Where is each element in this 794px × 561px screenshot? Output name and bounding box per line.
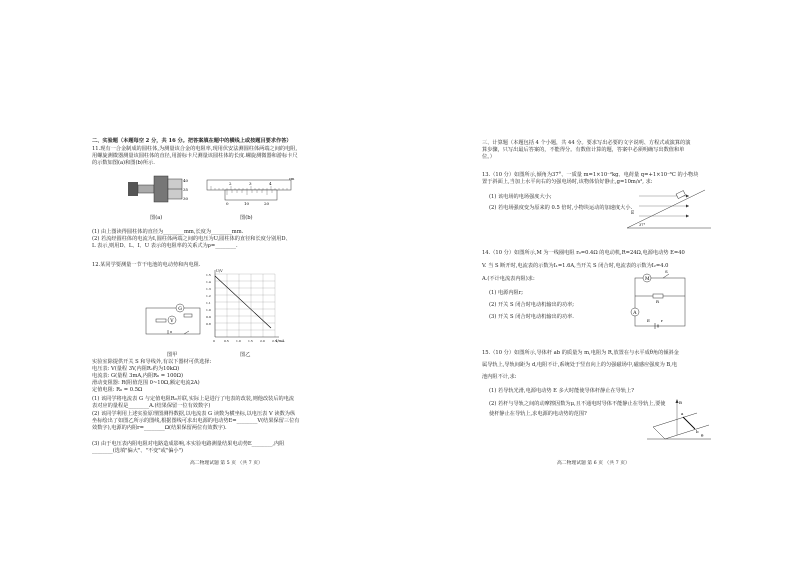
graph-y-tick: 0.8: [206, 322, 211, 326]
q11-intro-2: 用螺旋测微器测量该圆柱体的直径,用游标卡尺测量该圆柱体的长度.螺旋测微器和游标卡尺: [92, 153, 298, 159]
q13-part1: (1) 该电场的电场强度大小;: [489, 194, 552, 200]
circuit-jia-figure: [140, 300, 208, 342]
q11-question-2b: L 表示,则用D、L、I、U 表示的电阻率的关系式为ρ=________.: [92, 243, 238, 249]
q14-line3: A.(不计电流表内阻)求:: [482, 276, 535, 282]
q12-list-0: 实验室除提供开关 S 和导线外,有以下器材可供选择:: [92, 359, 212, 365]
incline-E-label: E: [631, 211, 635, 216]
q12-part3-a: (3) 由于电压表内阻电阻对电路造成影响,本实验电路测量结果电动势E________,内阻: [92, 441, 285, 447]
ammeter-label: A: [633, 310, 637, 316]
q14-part3: (3) 开关 S 闭合时电动机输出的功率.: [489, 314, 574, 320]
field-arrow-icon: [686, 195, 689, 198]
switch-icon: [663, 274, 669, 278]
caliper-bottom-tick-20: 20: [264, 201, 270, 206]
micrometer-tick-30: 30: [183, 196, 189, 201]
caliper-bottom-tick-0: 0: [226, 201, 229, 206]
q11-intro-3: 的示数如图(a)和图(b)所示.: [92, 160, 155, 166]
q12-title: 12.某同学要测量一节干电池的电动势和内电阻.: [92, 262, 201, 268]
section3-line3: 位。）: [482, 154, 495, 160]
section2-title: 二、实验题（本题每空 2 分，共 16 分。把答案填在题中的横线上或按题目要求作答）: [92, 138, 292, 144]
motor-label: M: [645, 276, 650, 282]
graph-x-tick: 1.5: [248, 339, 253, 343]
u-i-graph: [205, 268, 285, 348]
graph-y-tick: 1.4: [206, 280, 211, 284]
q14-part2: (2) 开关 S 闭合时电动机输出的功率;: [489, 302, 575, 308]
graph-x-tick: 1.0: [236, 339, 241, 343]
graph-y-tick: 1.5: [206, 273, 211, 277]
graph-y-tick: 1.1: [206, 301, 211, 305]
caliper-top-tick-3: 3: [249, 181, 252, 186]
switch-icon: [184, 331, 189, 334]
resistor-label: R: [656, 299, 660, 304]
caliper-top-tick-4: 4: [269, 181, 272, 186]
q12-part2-b: 坐标绘出了如图乙所示的图线,根据图线可求出电源的电动势E=________V(结果保留三位有: [92, 418, 300, 424]
q11-question-1: (1) 由上图读得圆柱体的直径为________mm,长度为________mm.: [92, 229, 244, 235]
q15-line3: 池内阻不计,求:: [482, 374, 517, 380]
graph-x-tick: 2.0: [260, 339, 265, 343]
q12-part2-c: 效数字),电源的内阻r=________Ω(结果保留两位有效数字).: [92, 425, 227, 431]
q12-part2-a: (2) 该同学利用上述实验原理图测得数据,以电流表 G 读数为横坐标,以电压表 V 读数为纵: [92, 411, 296, 417]
section3-line1: 三、计算题（本题包括 4 个小题，共 44 分。要求写出必要的文字说明、方程式或演算的演: [482, 140, 691, 146]
q12-part1-b: 表对应的量程是________A.(结果保留一位有效数字): [92, 403, 211, 409]
field-B-label: B: [679, 400, 682, 405]
block-icon: [676, 191, 685, 199]
rod-b-label: b: [696, 429, 699, 434]
q11-intro-1: 11.现有一合金制成的圆柱体,为测量该合金的电阻率,现用伏安法测圆柱体两端之间的电阻,: [92, 146, 298, 152]
rails-figure: [643, 395, 715, 449]
motor-circuit-loop: [635, 278, 685, 326]
right-footer: 高二物理试题 第 6 页 （共 7 页）: [557, 461, 630, 466]
left-footer: 高二物理试题 第 5 页 （共 7 页）: [190, 461, 263, 466]
caliper-unit: cm: [289, 177, 295, 181]
motor-circuit-figure: [625, 270, 695, 332]
micrometer-figure: [128, 170, 192, 212]
field-arrow-icon: [686, 205, 689, 208]
q15-part1: (1) 若导轨光滑,电源电动势 E 多大时能使导体杆静止在导轨上?: [489, 388, 635, 394]
caliper-bottom-tick-10: 10: [244, 201, 250, 206]
vernier-caliper-figure: [205, 176, 297, 212]
svg-text:V: V: [170, 318, 174, 324]
q15-part2-a: (2) 若杆与导轨之间的动摩擦因数为μ,且不通电时导体不能静止在导轨上,要使: [489, 401, 666, 407]
q14-line1: 14.（10 分）如图所示,M 为一线圈电阻 r₀=0.4Ω 的电动机,R=24Ω,电源电动势 E=40: [482, 250, 685, 256]
q14-part1: (1) 电源内阻r;: [489, 290, 523, 296]
q15-part2-b: 使杆静止在导轨上,求电源的电动势的范围?: [489, 411, 587, 417]
section3-line2: 算步骤，只写出最后答案的，不能得分。有数值计算的题，答案中必须明确写出数值和单: [482, 147, 685, 153]
graph-y-tick: 1.2: [206, 294, 211, 298]
battery-E-label: E: [647, 318, 650, 323]
q13-part2: (2) 若电场强度变为原来的 0.5 倍时,小物块运动的加速度大小.: [489, 205, 633, 211]
q12-list-2: 电流表: G(量程 3mA,内阻R₆ = 100Ω): [92, 373, 183, 379]
graph-x-tick: 2.5: [272, 339, 277, 343]
q14-line2: V. 当 S 断开时,电流表的示数为I₁=1.6A,当开关 S 闭合时,电流表的示数为I₂=4.0: [482, 263, 669, 269]
caliper-top-tick-2: 2: [229, 181, 232, 186]
incline-figure: [625, 186, 713, 232]
graph-grid: [215, 274, 275, 337]
graph-y-label: U/V: [216, 269, 223, 273]
field-arrow-icon: [686, 215, 689, 218]
angle-theta-label: θ: [701, 433, 704, 438]
graph-y-tick: 1.0: [206, 308, 211, 312]
graph-x-label: I/mA: [276, 339, 285, 343]
right-page: [397, 0, 794, 561]
q15-line1: 15.（10 分）如图所示,导体杆 ab 的质量为 m,电阻为 R,放置在与水平成θ角的倾斜金: [482, 350, 679, 356]
fig-jia-label: 图甲: [167, 352, 178, 358]
fig-b-label: 图(b): [240, 215, 253, 221]
graph-x-tick: 0: [213, 339, 215, 343]
incline-angle-label: 37°: [639, 223, 646, 227]
resistor-r0-icon: [184, 314, 192, 317]
rheostat-icon: [156, 319, 166, 322]
battery-r-label: r: [661, 318, 663, 323]
resistor-icon: [653, 294, 663, 298]
micrometer-tick-40: 40: [183, 178, 189, 183]
micrometer-tick-35: 35: [183, 187, 189, 192]
q12-part1-a: (1) 该同学将电流表 G 与定值电阻R₀并联,实际上是进行了电表的改装,则他改装后的电流: [92, 396, 295, 402]
fig-yi-label: 图乙: [240, 352, 251, 358]
fig-a-label: 图(a): [150, 215, 163, 221]
rail-end: [653, 427, 665, 439]
micrometer-anvil: [128, 182, 138, 196]
q12-list-3: 滑动变阻器: R(阻值范围 0~10Ω,额定电流2A): [92, 380, 200, 386]
conductor-rod-ab: [683, 417, 695, 429]
svg-text:G: G: [178, 306, 182, 312]
graph-y-tick: 1.3: [206, 287, 211, 291]
q15-line2: 属导轨上,导轨间距为 d,电阻不计,系统处于竖直向上的匀强磁场中,磁感应强度为 B,电: [482, 362, 678, 368]
graph-x-tick: 0.5: [224, 339, 229, 343]
q13-line1: 13.（10 分）如图所示,倾角为37°、一质量 m=1×10⁻²kg、电荷量 q=+1×10⁻⁶C 的小物块: [482, 172, 699, 178]
q13-line2: 置于斜面上,当加上水平向右的匀强电场时,该物体恰好静止,g=10m/s², 求:: [482, 179, 653, 185]
q12-part3-b: ________(选填"偏大"、"不变"或"偏小"): [92, 448, 183, 454]
caliper-vernier-scale: [225, 190, 277, 200]
graph-y-tick: 0.9: [206, 315, 211, 319]
switch-label: S: [665, 270, 668, 274]
q12-list-4: 定值电阻: R₀ = 0.5Ω: [92, 387, 143, 393]
micrometer-spindle: [138, 185, 154, 193]
q12-list-1: 电压表: V(量程 3V,内阻Rᵥ约为10kΩ): [92, 366, 180, 372]
micrometer-thimble: [154, 176, 168, 202]
q11-question-2a: (2) 若流经圆柱体的电流为I,圆柱体两端之间的电压为U,圆柱体的直径和长度分别用D、: [92, 236, 291, 242]
rod-a-label: a: [681, 411, 684, 416]
